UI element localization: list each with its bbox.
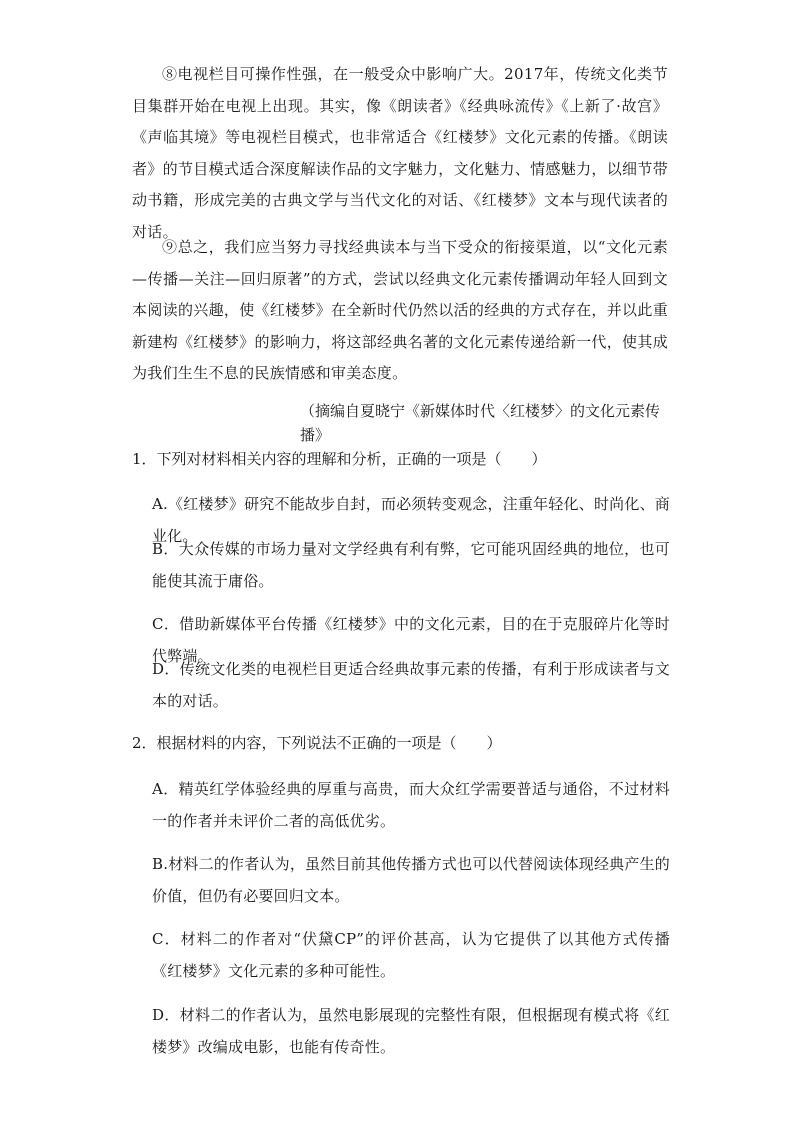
question-1-stem: 1．下列对材料相关内容的理解和分析，正确的一项是（ ） [132, 450, 547, 468]
question-2-stem: 2．根据材料的内容，下列说法不正确的一项是（ ） [132, 734, 502, 752]
source-citation: （摘编自夏晓宁《新媒体时代〈红楼梦〉的文化元素传播》 [300, 402, 661, 444]
question-1-option-b: B．大众传媒的市场力量对文学经典有利有弊，它可能巩固经典的地位，也可能使其流于庸俗。 [152, 540, 670, 590]
question-2-option-b: B.材料二的作者认为，虽然目前其他传播方式也可以代替阅读体现经典产生的价值，但仍有必要回归文本。 [152, 855, 670, 905]
question-1-option-a: A.《红楼梦》研究不能故步自封，而必须转变观念，注重年轻化、时尚化、商业化。 [152, 495, 670, 545]
question-2-option-a: A．精英红学体验经典的厚重与高贵，而大众红学需要普适与通俗，不过材料一的作者并未评价二者的高低优劣。 [152, 780, 670, 830]
question-2-option-c: C．材料二的作者对“伏黛CP”的评价甚高，认为它提供了以其他方式传播《红楼梦》文化元素的多种可能性。 [152, 930, 670, 980]
passage-paragraph-8: ⑧电视栏目可操作性强，在一般受众中影响广大。2017年，传统文化类节目集群开始在电视上出现。其实，像《朗读者》《经典咏流传》《上新了·故宫》《声临其境》等电视栏目模式，也非常适合《红楼梦》文化元素的传播。《朗读者》的节目模式适合深度解读作品的文字魅力，文化魅力、情感魅力，以细节带动书籍，形成完美的古典文学与当代文化的对话、《红楼梦》文本与现代读者的对话。 [132, 65, 668, 241]
question-2-option-d: D．材料二的作者认为，虽然电影展现的完整性有限，但根据现有模式将《红楼梦》改编成电影，也能有传奇性。 [152, 1006, 670, 1056]
question-1-option-d: D．传统文化类的电视栏目更适合经典故事元素的传播，有利于形成读者与文本的对话。 [152, 660, 670, 710]
question-1-option-c: C．借助新媒体平台传播《红楼梦》中的文化元素，目的在于克服碎片化等时代弊端。 [152, 615, 670, 665]
passage-paragraph-9: ⑨总之，我们应当努力寻找经典读本与当下受众的衔接渠道，以“文化元素—传播—关注—回归原著”的方式，尝试以经典文化元素传播调动年轻人回到文本阅读的兴趣，使《红楼梦》在全新时代仍然以活的经典的方式存在，并以此重新建构《红楼梦》的影响力，将这部经典名著的文化元素传递给新一代，使其成为我们生生不息的民族情感和审美态度。 [132, 238, 668, 382]
